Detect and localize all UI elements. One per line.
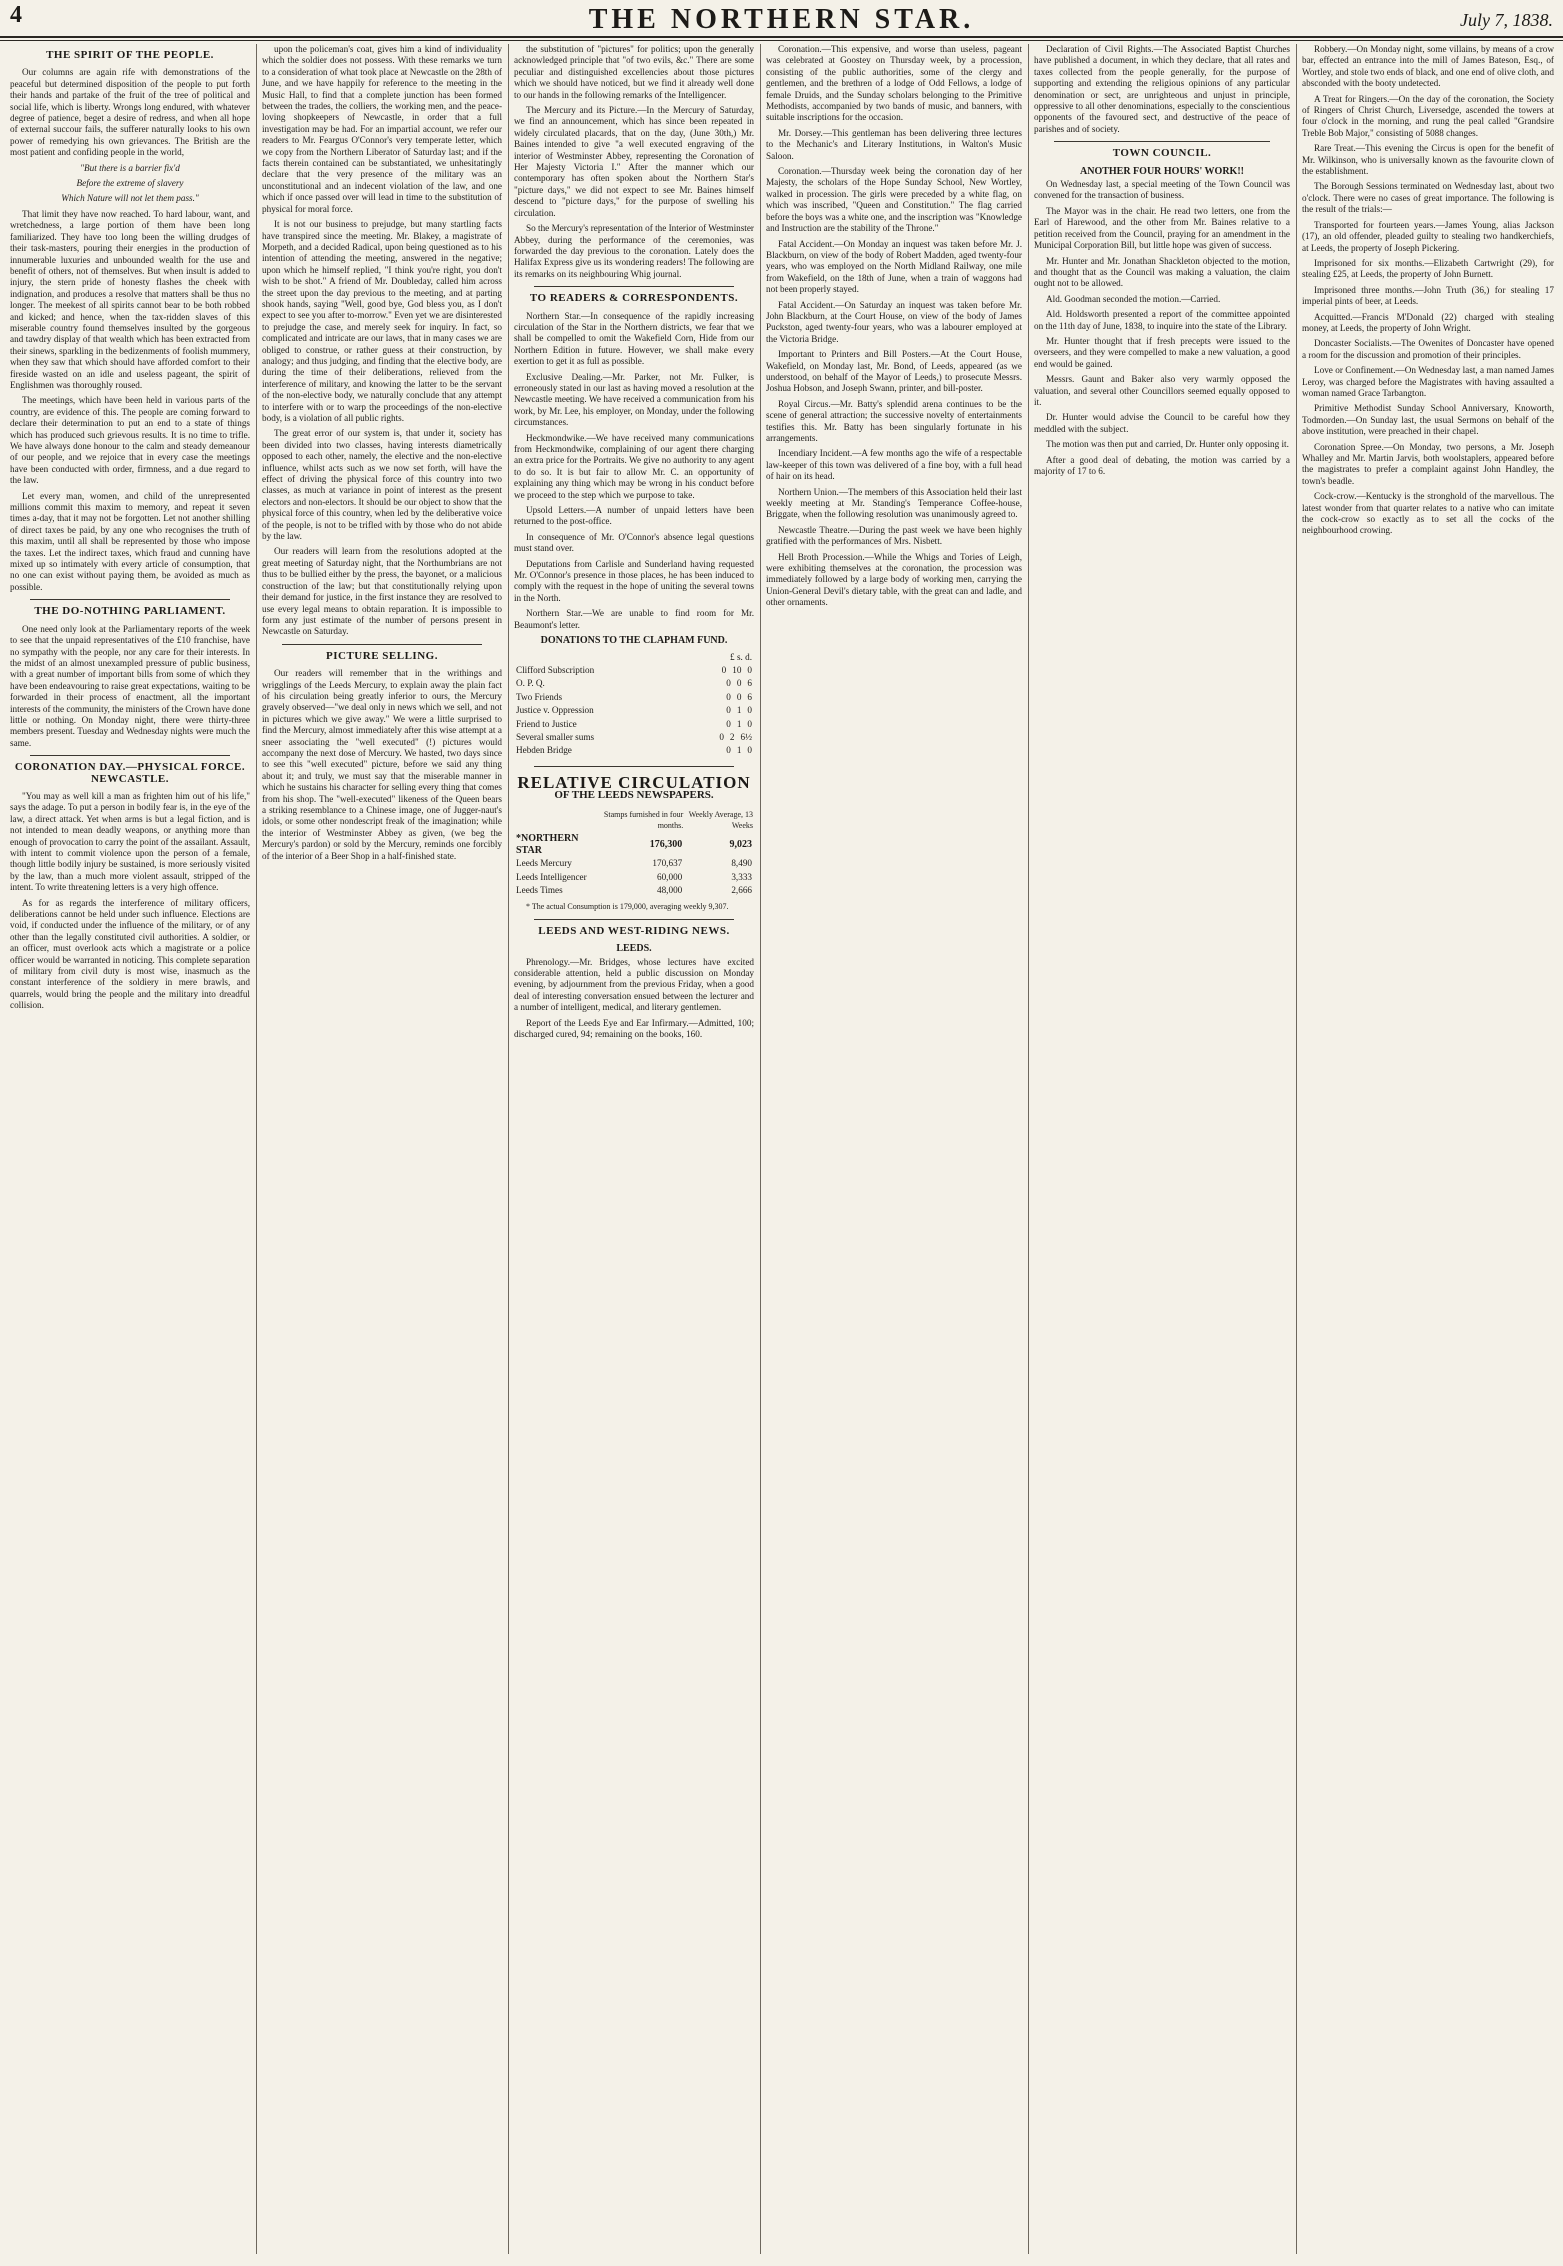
article-paragraph: One need only look at the Parliamentary reports of the week to see that the unpaid representatives of the £10 franchise, have no sympathy with the people, nor any care for their interests. In the midst of an almost unexampled pressure of public business, with a great number of important bills from some of which they have been endeavouring to raise great expectations, waiting to be forwarded in their process of enactment, all the important interests of the community, the ministers of the Crown have done little or nothing. On Monday night, there were thirty-three members present. Tuesday and Wednesday nights were much the same. xyxy=(10,623,250,748)
divider xyxy=(534,766,734,767)
circulation-footnote: * The actual Consumption is 179,000, averaging weekly 9,307. xyxy=(526,902,729,912)
table-row xyxy=(514,664,754,677)
fund-heading: DONATIONS TO THE CLAPHAM FUND. xyxy=(540,635,728,647)
amount-pounds: 0 xyxy=(719,731,724,742)
column-4 xyxy=(766,44,1022,2254)
table-row xyxy=(514,884,754,897)
article-paragraph: The great error of our system is, that under it, society has been divided into two classes, having interests diametrically opposed to each other, namely, the elective and the non-elective influence, whilst acts such as we now set forth, will have the effect of driving the physical force of this country into two classes, as much at variance in point of interest as the present electors and non-electors. It should be our object to show that the physical force of this country, when led by the deliberative voice of the people, is not to be trifled with by those who do not abide by the law. xyxy=(262,428,502,542)
article-paragraph: Northern Union.—The members of this Association held their last weekly meeting at Mr. Standing's Temperance Coffee-house, Briggate, when the following resolution was unanimously agreed to. xyxy=(766,486,1022,520)
amount-pounds: 0 xyxy=(726,718,731,729)
article-paragraph: Report of the Leeds Eye and Ear Infirmary.—Admitted, 100; discharged cured, 94; remaining on the books, 160. xyxy=(514,1017,754,1040)
article-paragraph: upon the policeman's coat, gives him a kind of individuality which the soldier does not possess. With these remarks we turn to a consideration of what took place at Newcastle on the 28th of June, and we have happily for reference to the meeting in the Music Hall, to find that a complete junction has been formed between the trades, the colliers, the working men, and the peace-loving shopkeepers of Newcastle, in order that a full investigation may be had. For an impartial account, we refer our readers to Mr. Feargus O'Connor's very temperate letter, which we copy from the Northern Liberator of Saturday last; and if the facts therein contained can be substantiated, we unhesitatingly declare that the very presence of the military was an unconstitutional and an indecent violation of the law, and one which if once passed over will lead in time to the substitution of physical for moral force. xyxy=(262,44,502,214)
amount-shillings: 0 xyxy=(736,678,742,689)
article-paragraph: Our columns are again rife with demonstrations of the peaceful but determined disposition of the people to put forth their hands and partake of the fruit of the tree of political and social life, which is liberty. Wrongs long endured, with whatever degree of patience, beget a desire of redress, and when all hope of external succour fails, the sufferer naturally looks to his own power of remedying his own grievances. The British are the most patient and confiding people in the world, xyxy=(10,67,250,158)
stamps-count: 170,637 xyxy=(652,858,683,869)
amount-pence: 0 xyxy=(747,705,752,716)
stamps-count: 176,300 xyxy=(649,839,683,851)
article-heading: THE DO-NOTHING PARLIAMENT. xyxy=(34,605,226,618)
amount-shillings: 1 xyxy=(736,718,742,729)
donor-name: O. P. Q. xyxy=(516,678,545,689)
article-paragraph: Let every man, women, and child of the unrepresented millions commit this maxim to memory, and repeat it seven times a-day, that it may not be forgotten. Let not another shilling of direct taxes be paid, by any one who recognises the truth of this maxim, until all shall be represented by those who impose the taxes. Let the indirect taxes, which fraud and cunning have mixed up so intimately with every article of consumption, that no one can exist without paying them, be avoided as much as possible. xyxy=(10,490,250,592)
table-row xyxy=(514,857,754,870)
table-header-cell xyxy=(514,808,599,833)
article-paragraph: Fatal Accident.—On Saturday an inquest was taken before Mr. John Blackburn, at the Court House, on view of the body of James Puckston, aged twenty-four years, who was a labourer employed at the Victoria Bridge. xyxy=(766,299,1022,344)
weekly-average: 2,666 xyxy=(731,885,752,895)
table-row xyxy=(514,871,754,884)
correspondent-note: In consequence of Mr. O'Connor's absence legal questions must stand over. xyxy=(514,531,754,554)
article-paragraph: A Treat for Ringers.—On the day of the coronation, the Society of Ringers of Christ Church, Liversedge, ascended the towers at four o'clock in the morning, and rung the peal called "Grandsire Treble Bob Major," consisting of 5088 changes. xyxy=(1302,93,1554,138)
verse-line: "But there is a barrier fix'd xyxy=(80,162,180,173)
table-row xyxy=(514,691,754,704)
article-heading: PICTURE SELLING. xyxy=(326,649,438,662)
donation-amount xyxy=(690,677,754,690)
circulation-subtitle: OF THE LEEDS NEWSPAPERS. xyxy=(554,789,714,802)
correspondent-note: Northern Star.—In consequence of the rapidly increasing circulation of the Star in the Northern districts, we fear that we shall be compelled to omit the Wakefield Corn, Hide from our Northern Edition in future. However, we shall make every exertion to get it as full as possible. xyxy=(514,310,754,367)
article-paragraph: The Borough Sessions terminated on Wednesday last, about two o'clock. There were no cases of great importance. The following is the result of the trials:— xyxy=(1302,181,1554,215)
article-paragraph: Acquitted.—Francis M'Donald (22) charged with stealing money, at Leeds, the property of John Wright. xyxy=(1302,311,1554,333)
divider xyxy=(534,286,734,287)
section-heading: LEEDS AND WEST-RIDING NEWS. xyxy=(538,924,730,937)
column-3 xyxy=(514,44,754,2254)
amount-pounds: 0 xyxy=(726,691,731,702)
paper-name: *NORTHERN STAR xyxy=(516,833,579,856)
article-paragraph: Incendiary Incident.—A few months ago the wife of a respectable law-keeper of this town was delivered of a fine boy, with a full head of hair on its head. xyxy=(766,448,1022,482)
divider xyxy=(30,599,230,600)
table-header-cell: Weekly Average, 13 Weeks xyxy=(688,809,753,830)
article-paragraph: The Mayor was in the chair. He read two letters, one from the Earl of Harewood, and the other from Mr. Baines relative to a petition received from the Council, praying for an amendment in the Municipal Corporation Bill, but little hope was given of success. xyxy=(1034,205,1290,251)
column-rule xyxy=(1028,44,1029,2254)
correspondent-note: Exclusive Dealing.—Mr. Parker, not Mr. Fulker, is erroneously stated in our last as having moved a resolution at the Newcastle meeting. We have received a communication from his work, by Mr. Lee, his employer, on Monday, under the following circumstances. xyxy=(514,371,754,428)
table-row xyxy=(514,677,754,690)
table-header-row xyxy=(514,651,754,664)
article-paragraph: Mr. Dorsey.—This gentleman has been delivering three lectures to the Mechanic's and Literary Institutions, in Walton's Music Saloon. xyxy=(766,127,1022,161)
article-paragraph: Transported for fourteen years.—James Young, alias Jackson (17), an old offender, pleaded guilty to stealing two handkerchiefs, at Leeds, the property of Joseph Pickering. xyxy=(1302,219,1554,253)
article-paragraph: Mr. Hunter and Mr. Jonathan Shackleton objected to the motion, and thought that as the Council was making a valuation, the claim ought not to be allowed. xyxy=(1034,255,1290,289)
correspondent-note: Heckmondwike.—We have received many communications from Heckmondwike, complaining of our agent there charging an extra price for the Portraits. We give no authority to any agent to do so. It is but fair to allow Mr. C. an opportunity of explaining any thing which may be wrong in his conduct before we proceed to the step which we purpose to take. xyxy=(514,432,754,500)
masthead-rule xyxy=(0,40,1563,41)
donor-name: Hebden Bridge xyxy=(516,745,572,756)
donor-name: Two Friends xyxy=(516,691,563,702)
article-paragraph: Rare Treat.—This evening the Circus is open for the benefit of Mr. Wilkinson, who is universally known as the favourite clown of the establishment. xyxy=(1302,143,1554,177)
column-rule xyxy=(256,44,257,2254)
article-paragraph: It is not our business to prejudge, but many startling facts have transpired since the meeting. Mr. Blakey, a magistrate of Morpeth, and a decided Radical, upon being questioned as to his intention of attending the meeting, answered in the negative; upon which he himself replied, "I think you're right, you don't wish to be shot." A friend of Mr. Doubleday, called him across the street upon the day previous to the meeting, and at parting shook hands, saying "Well, good bye, God bless you, as I don't expect to see you after to-morrow." Even yet we are disinterested to prejudge the case, and merely seek for inquiry. In fact, so complicated and intricate are our laws, that in many cases we are obliged to construe, or rather guess at their construction, by analogy; and thus judging, and finding that the elective body, are during the time of their deliberations, relieved from the interference of military, and knowing the latter to be the servant of the non-elective body, we naturally conclude that any attempt to interfere with or to warp the proceedings of the non-elective body, is a violation of all public rights. xyxy=(262,219,502,423)
article-paragraph: Doncaster Socialists.—The Owenites of Doncaster have opened a room for the discussion and promotion of their principles. xyxy=(1302,338,1554,360)
correspondent-note: Deputations from Carlisle and Sunderland having requested Mr. O'Connor's presence in those places, he has been induced to comply with the request in the hope of uniting the several towns in the North. xyxy=(514,558,754,603)
section-subheading: LEEDS. xyxy=(616,943,652,955)
pence-label: d. xyxy=(745,651,752,662)
article-subheading: ANOTHER FOUR HOURS' WORK!! xyxy=(1080,165,1244,177)
table-row xyxy=(514,744,754,757)
article-heading: THE SPIRIT OF THE PEOPLE. xyxy=(46,49,214,61)
issue-date: July 7, 1838. xyxy=(1460,10,1553,30)
amount-pence: 0 xyxy=(747,745,752,756)
table-row xyxy=(514,718,754,731)
amount-shillings: 2 xyxy=(729,731,735,742)
column-rule xyxy=(760,44,761,2254)
amount-pence: 6½ xyxy=(740,731,752,742)
article-paragraph: Messrs. Gaunt and Baker also very warmly opposed the valuation, and several other Councillors seemed equally opposed to it. xyxy=(1034,374,1290,407)
donor-name: Friend to Justice xyxy=(516,718,577,729)
article-paragraph: Cock-crow.—Kentucky is the stronghold of the marvellous. The latest wonder from that quarter relates to a native who can imitate the cock-crow so exactly as to set all the cocks of the neighbourhood crowing. xyxy=(1302,491,1554,536)
donor-name: Several smaller sums xyxy=(516,731,595,742)
donation-amount xyxy=(690,718,754,731)
article-paragraph: the substitution of "pictures" for politics; upon the generally acknowledged principle that "of two evils, &c." There are some peculiar and distinguished excellencies about those pictures which we should have noticed, but we find it already well done to our hands in the following remarks of the Intelligencer. xyxy=(514,44,754,100)
article-paragraph: Royal Circus.—Mr. Batty's splendid arena continues to be the scene of general attraction; the successive novelty of entertainments testifies this. Mr. Batty has been singularly fortunate in his arrangements. xyxy=(766,398,1022,443)
article-paragraph: Coronation.—Thursday week being the coronation day of her Majesty, the scholars of the Hope Sunday School, New Wortley, walked in procession. The girls were preceded by a white flag, on which was inscribed, "Queen and Constitution." The flag carried before the boys was a white one, and the inscription was "Knowledge and Instruction are the stability of the Throne." xyxy=(766,166,1022,234)
amount-shillings: 0 xyxy=(736,691,742,702)
donation-amount xyxy=(690,744,754,757)
newspaper-title: THE NORTHERN STAR. xyxy=(588,4,975,35)
correspondent-note: Northern Star.—We are unable to find room for Mr. Beaumont's letter. xyxy=(514,608,754,630)
article-paragraph: So the Mercury's representation of the Interior of Westminster Abbey, during the performance of the ceremonies, was forwarded the day previous to the coronation. Lately does the Halifax Express give us its wondering readers! The following are its remarks on its neighbouring Whig journal. xyxy=(514,223,754,279)
verse-line: Before the extreme of slavery xyxy=(76,178,184,189)
amount-pence: 6 xyxy=(747,678,752,689)
divider xyxy=(30,755,230,756)
amount-shillings: 10 xyxy=(732,664,742,675)
donation-amount xyxy=(690,691,754,704)
article-paragraph: Coronation.—This expensive, and worse than useless, pageant was celebrated at Goostey on Thursday week, by a procession, consisting of the public authorities, some of the clergy and gentlemen, and the brethren of a lodge of Odd Fellows, a lodge of female Druids, and the Sunday scholars belonging to the Primitive Methodists, accompanied by two bands of music, and banners, with suitable inscriptions for the occasion. xyxy=(766,44,1022,123)
article-heading: TOWN COUNCIL. xyxy=(1112,147,1212,160)
article-paragraph: The Mercury and its Picture.—In the Mercury of Saturday, we find an announcement, which has since been repeated in widely circulated placards, that on the day, (June 30th,) Mr. Baines intended to give "a well executed engraving of the interior of Westminster Abbey, representing the Coronation of Her Majesty Victoria I." After the manner which our contemporary has often spoken about the Northern Star's "picture days," we did not expect to see Mr. Baines himself descend to "picture days," for the purpose of swelling his circulation. xyxy=(514,105,754,218)
table-header-cell: Stamps furnished in four months. xyxy=(603,809,684,830)
table-header-cell xyxy=(690,651,754,664)
article-paragraph: The motion was then put and carried, Dr. Hunter only opposing it. xyxy=(1046,439,1289,450)
shillings-label: s. xyxy=(736,651,743,662)
article-paragraph: Primitive Methodist Sunday School Anniversary, Knoworth, Todmorden.—On Sunday last, the usual Sermons on behalf of the above institution, were preached in their chapel. xyxy=(1302,403,1554,437)
weekly-average: 8,490 xyxy=(731,858,752,869)
amount-pounds: 0 xyxy=(726,745,731,756)
table-header-row xyxy=(514,808,754,833)
article-paragraph: Dr. Hunter would advise the Council to be careful how they meddled with the subject. xyxy=(1034,412,1290,434)
verse-line: Which Nature will not let them pass." xyxy=(61,193,199,204)
section-heading: TO READERS & CORRESPONDENTS. xyxy=(529,292,739,305)
article-paragraph: Our readers will remember that in the writhings and wrigglings of the Leeds Mercury, to explain away the plain fact of his circulation being greatly inferior to ours, the Mercury gravely observed—"we deal only in news which we sell, and not in pictures which we give away." We were a little surprised to find the Mercury, almost immediately after this wise attempt at a sneer associating the "well executed" (!) pictures would accompany the next dose of Mercury. We hasted, two days since to see this "well executed" picture, before we said any thing about it; and truly, we must say that the miserable manner in which he sustains his character for selling every thing that comes from his shop. The "well-executed" likeness of the Queen bears a striking resemblance to a Chinese image, one of Jugger-naut's idols, or some other nondescript freak of the imagination; while the interior of Westminster Abbey as given, (we beg the Mercury's pardon) or sold by the Mercury, reminds one forcibly of the interior of a Beer Shop in a half-finished state. xyxy=(262,668,502,861)
amount-pence: 0 xyxy=(747,718,752,729)
article-paragraph: "You may as well kill a man as frighten him out of his life," says the adage. To put a person in bodily fear is, in the eye of the law, a direct attack. Yet when arms is but a legal fiction, and is not intended to mean deadly weapons, or anything more than enough of provocation to carry the point of the assailant. Assault, with intent to commit violence upon the person of a female, though little bodily injury be sustained, is more seriously visited by the law, than a much more violent assault, stripped of the intent. To write threatening letters is a very high offence. xyxy=(10,790,250,893)
article-paragraph: That limit they have now reached. To hard labour, want, and wretchedness, a large portion of them have been long familiarized. They have too long been the willing drudges of their task-masters, pouring their energies in the production of innumerable luxuries and unbounded wealth for the use and benefit of others, not of themselves. But when insult is added to injury, the stern pride of honesty flashes the cheek with indignation, and produces a resolve that matters shall be thus no longer. The meekest of all spirits cannot bear to be both robbed and kicked; and hence, when the tax-ridden slaves of this miserable country found themselves insulted by the gorgeous and tawdry display of that wealth which has been extracted from their sinews, sparkling in the bedizenments of foolish mummery, when they saw that which should have afforded comfort to their fireside wasted on an idle and useless pageant, the spirit of Englishmen was thoroughly roused. xyxy=(10,208,250,390)
correspondent-note: Upsold Letters.—A number of unpaid letters have been returned to the post-office. xyxy=(514,505,754,527)
article-paragraph: Ald. Holdsworth presented a report of the committee appointed on the 11th day of June, 1838, to inquire into the state of the Library. xyxy=(1034,309,1290,331)
weekly-average: 3,333 xyxy=(731,871,752,882)
divider xyxy=(534,919,734,920)
amount-pounds: 0 xyxy=(726,705,731,716)
article-paragraph: Coronation Spree.—On Monday, two persons, a Mr. Joseph Whalley and Mr. Martin Jarvis, both woolstaplers, appeared before the magistrates to prefer a complaint against John Handley, the town's beadle. xyxy=(1302,441,1554,486)
stamps-count: 60,000 xyxy=(656,871,683,882)
column-5 xyxy=(1034,44,1290,2254)
article-paragraph: As for as regards the interference of military officers, deliberations cannot be held under such influence. Elections are void, if conducted under the influence of the military, or of any other than the legally constituted civil authorities. A soldier, or an officer, must overlook acts which a magistrate or a police officer would be warranted in noticing. This complete separation of military from civil duty is most wise, inasmuch as the constant interference of the soldiery in mere brawls, and quarrels, would bring the people and the military into dreadful collision. xyxy=(10,897,250,1011)
article-paragraph: Hell Broth Procession.—While the Whigs and Tories of Leigh, were exhibiting themselves at the coronation, the procession was immediately followed by a large body of working men, carrying the Union-General Devil's dietary table, with the great can and ladle, and other ornaments. xyxy=(766,551,1022,608)
column-2 xyxy=(262,44,502,2254)
article-paragraph: Newcastle Theatre.—During the past week we have been highly gratified with the performances of Mrs. Nisbett. xyxy=(766,524,1022,547)
column-6 xyxy=(1302,44,1554,2254)
article-heading: CORONATION DAY.—PHYSICAL FORCE. NEWCASTLE. xyxy=(14,761,246,785)
amount-pence: 6 xyxy=(747,691,752,702)
table-row xyxy=(514,731,754,744)
article-paragraph: The meetings, which have been held in various parts of the country, are evidence of this. The people are coming forward to declare their determination to put an end to a state of things which has produced such grievous results. It is no time to trifle. We have always done honour to the calm and steady demeanour of our people, and we rejoice that in every case the meetings have been conducted with order, firmness, and a due regard to the law. xyxy=(10,395,250,486)
paper-name: Leeds Intelligencer xyxy=(516,871,587,882)
column-rule xyxy=(508,44,509,2254)
article-paragraph: Mr. Hunter thought that if fresh precepts were issued to the overseers, and they were compelled to make a new valuation, a good end would be gained. xyxy=(1034,335,1290,369)
donation-amount xyxy=(690,704,754,717)
article-paragraph: Imprisoned for six months.—Elizabeth Cartwright (29), for stealing £25, at Leeds, the property of John Burnett. xyxy=(1302,257,1554,280)
article-paragraph: After a good deal of debating, the motion was carried by a majority of 17 to 6. xyxy=(1034,454,1290,476)
article-paragraph: Ald. Goodman seconded the motion.—Carried. xyxy=(1046,293,1221,304)
table-row xyxy=(514,704,754,717)
amount-pounds: 0 xyxy=(726,678,731,689)
donor-name: Justice v. Oppression xyxy=(516,705,594,716)
table-header-cell xyxy=(514,651,690,664)
article-paragraph: Declaration of Civil Rights.—The Associated Baptist Churches have published a document, in which they declare, that all rates and taxes collected from the people generally, for the purpose of supporting and extending the religious opinions of any particular denomination or sect, are unrighteous and unjust in principle, oppressive to all other denominations, especially to the conscientious opponents of the favoured sect, and destructive of the peace of parishes and of society. xyxy=(1034,44,1290,134)
article-paragraph: Love or Confinement.—On Wednesday last, a man named James Leroy, was charged before the Magistrates with having assaulted a woman named Grace Tarbangton. xyxy=(1302,365,1554,398)
paper-name: Leeds Times xyxy=(516,885,563,895)
amount-shillings: 1 xyxy=(736,745,742,756)
donation-amount xyxy=(690,731,754,744)
article-paragraph: On Wednesday last, a special meeting of the Town Council was convened for the transaction of business. xyxy=(1034,179,1290,201)
article-paragraph: Robbery.—On Monday night, some villains, by means of a crow bar, effected an entrance into the mill of James Bateson, Esq., of Wortley, and stole two ends of black, and one end of olive cloth, and absconded with the booty undetected. xyxy=(1302,44,1554,89)
stamps-count: 48,000 xyxy=(656,885,683,895)
amount-pounds: 0 xyxy=(721,664,727,675)
column-1 xyxy=(10,44,250,2254)
circulation-table xyxy=(514,808,754,898)
weekly-average: 9,023 xyxy=(729,839,752,851)
amount-pence: 0 xyxy=(747,664,752,675)
divider xyxy=(1054,141,1270,142)
page-number: 4 xyxy=(10,2,22,28)
article-paragraph: Fatal Accident.—On Monday an inquest was taken before Mr. J. Blackburn, on view of the body of Robert Madden, aged twenty-four years, who was employed on the North Midland Railway, one mile from Wakefield, on the 18th of June, when a train of waggons had not been properly stayed. xyxy=(766,238,1022,295)
column-rule xyxy=(1296,44,1297,2254)
amount-shillings: 1 xyxy=(736,705,742,716)
donations-table xyxy=(514,651,754,758)
article-paragraph: Imprisoned three months.—John Truth (36,) for stealing 17 imperial pints of beer, at Leeds. xyxy=(1302,284,1554,307)
article-paragraph: Important to Printers and Bill Posters.—At the Court House, Wakefield, on Monday last, Mr. Bond, of Leeds, appeared (as we understood, on behalf of the Mayor of Leeds,) to prosecute Messrs. Joshua Hobson, and Joseph Swann, printer, and bill-poster. xyxy=(766,349,1022,394)
circulation-title: RELATIVE CIRCULATION xyxy=(517,772,751,792)
donor-name: Clifford Subscription xyxy=(516,664,595,675)
donation-amount xyxy=(690,664,754,677)
article-paragraph: Phrenology.—Mr. Bridges, whose lectures have excited considerable attention, held a public discussion on Monday evening, by adjournment from the previous Friday, when a good deal of interesting conversation ensued between the lecturer and a number of intelligent, medical, and literary gentlemen. xyxy=(514,956,754,1013)
table-row xyxy=(514,832,754,857)
masthead xyxy=(0,0,1563,38)
article-paragraph: Our readers will learn from the resolutions adopted at the great meeting of Saturday night, that the Northumbrians are not thus to be bullied either by the press, the bayonet, or a malicious construction of the law; but that constitutionally relying upon their demand for justice, in the first instance they are resolved to use every legal means to obtain reparation. It is impossible to form any just estimate of the number of persons present in Newcastle on Saturday. xyxy=(262,546,502,637)
divider xyxy=(282,644,482,645)
paper-name: Leeds Mercury xyxy=(516,858,572,869)
pounds-label: £ xyxy=(730,651,735,662)
